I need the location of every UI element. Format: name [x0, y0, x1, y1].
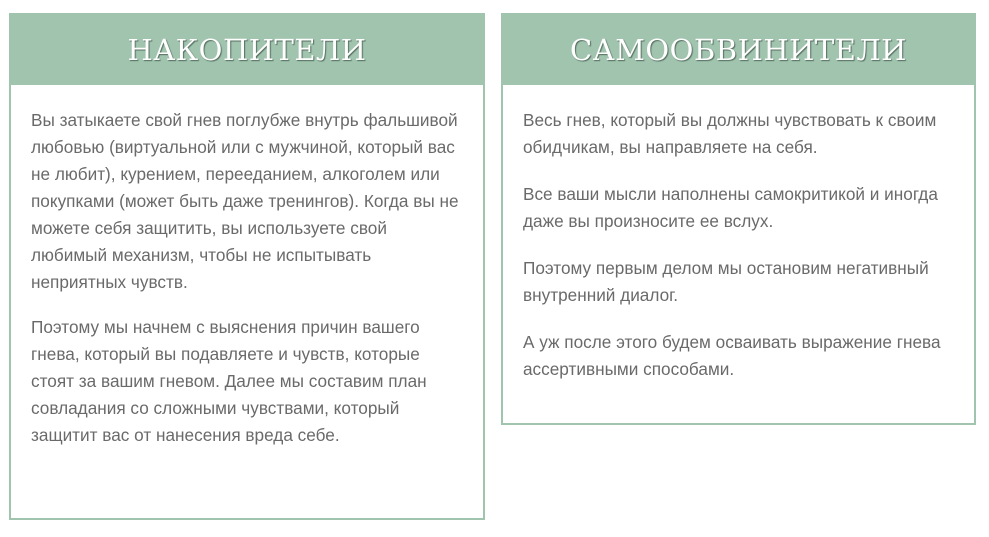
card-paragraph: Все ваши мысли наполнены самокритикой и иногда даже вы произносите ее вслух.: [523, 184, 938, 231]
card-body: [503, 85, 974, 383]
card-paragraph: Поэтому первым делом мы остановим негативный внутренний диалог.: [523, 258, 929, 305]
card-paragraph: А уж после этого будем осваивать выражение гнева ассертивными способами.: [523, 332, 941, 379]
card-paragraph: Весь гнев, который вы должны чувствовать к своим обидчикам, вы направляете на себя.: [523, 110, 937, 157]
card-paragraph: Вы затыкаете свой гнев поглубже внутрь фальшивой любовью (виртуальной или с мужчиной, который вас не любит), курением, перееданием, алкоголем или покупками (может быть даже тренингов). Когда вы не можете себя защитить, вы используете свой любимый механизм, чтобы не испытывать неприятных чувств.: [31, 110, 459, 292]
card-header: [501, 13, 976, 85]
card-title: НАКОПИТЕЛИ: [127, 33, 367, 67]
card-body: [11, 85, 483, 449]
card-header: [9, 13, 485, 85]
card-accumulators: [9, 13, 485, 520]
card-paragraph: Поэтому мы начнем с выяснения причин вашего гнева, который вы подавляете и чувств, которые стоят за вашим гневом. Далее мы составим план совладания со сложными чувствами, который защитит вас от нанесения вреда себе.: [31, 317, 427, 445]
card-title: САМООБВИНИТЕЛИ: [570, 33, 907, 67]
card-self-blamers: [501, 13, 976, 425]
